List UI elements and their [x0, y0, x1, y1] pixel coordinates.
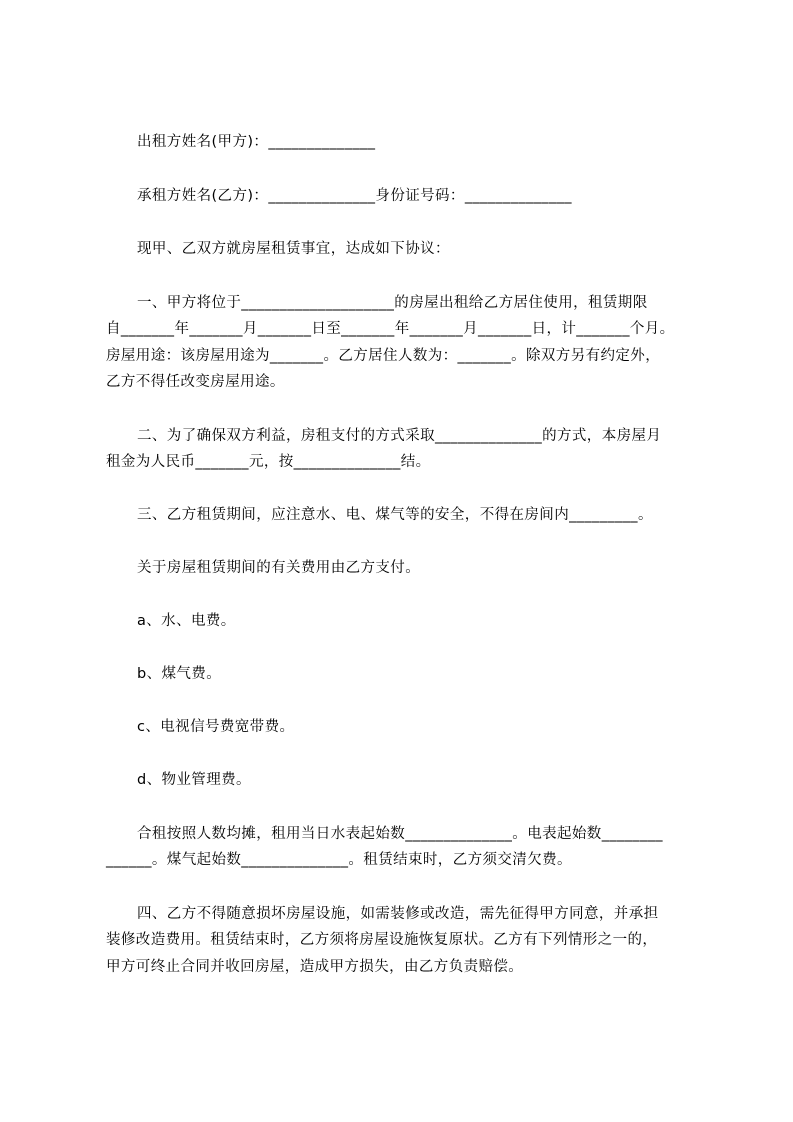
clause1-line: 房屋用途：该房屋用途为_______。乙方居住人数为：_______。除双方另有约定外，	[106, 348, 661, 364]
clause4-line: 装修改造费用。租赁结束时，乙方须将房屋设施恢复原状。乙方有下列情形之一的，	[106, 932, 658, 948]
fees-intro: 关于房屋租赁期间的有关费用由乙方支付。	[137, 560, 421, 576]
clause1-line: 自_______年_______月_______日至_______年_______月_______日，计_______个月。	[106, 321, 675, 337]
meter-line: ______。煤气起始数______________。租赁结束时，乙方须交清欠费。	[106, 852, 572, 868]
fee-item: c、电视信号费宽带费。	[137, 719, 295, 735]
clause1-line: 一、甲方将位于____________________的房屋出租给乙方居住使用，租赁期限	[137, 295, 648, 311]
lessor-name-line: 出租方姓名(甲方)：______________	[137, 134, 376, 150]
fee-item: b、煤气费。	[137, 666, 222, 682]
clause4-line: 四、乙方不得随意损坏房屋设施，如需装修或改造，需先征得甲方同意，并承担	[137, 906, 659, 922]
clause4-line: 甲方可终止合同并收回房屋，造成甲方损失，由乙方负责赔偿。	[106, 959, 524, 975]
intro-paragraph: 现甲、乙双方就房屋租赁事宜，达成如下协议：	[137, 241, 450, 257]
clause3-paragraph: 三、乙方租赁期间，应注意水、电、煤气等的安全，不得在房间内_________。	[137, 507, 653, 523]
clause1-line: 乙方不得任改变房屋用途。	[106, 374, 285, 390]
clause2-line: 二、为了确保双方利益，房租支付的方式采取______________的方式，本房屋月	[137, 428, 662, 444]
meter-line: 合租按照人数均摊，租用当日水表起始数______________。电表起始数________	[137, 826, 663, 842]
lessee-name-line: 承租方姓名(乙方)：______________身份证号码：______________	[137, 188, 572, 204]
fee-item: d、物业管理费。	[137, 772, 251, 788]
fee-item: a、水、电费。	[137, 613, 236, 629]
clause2-line: 租金为人民币_______元，按______________结。	[106, 454, 431, 470]
